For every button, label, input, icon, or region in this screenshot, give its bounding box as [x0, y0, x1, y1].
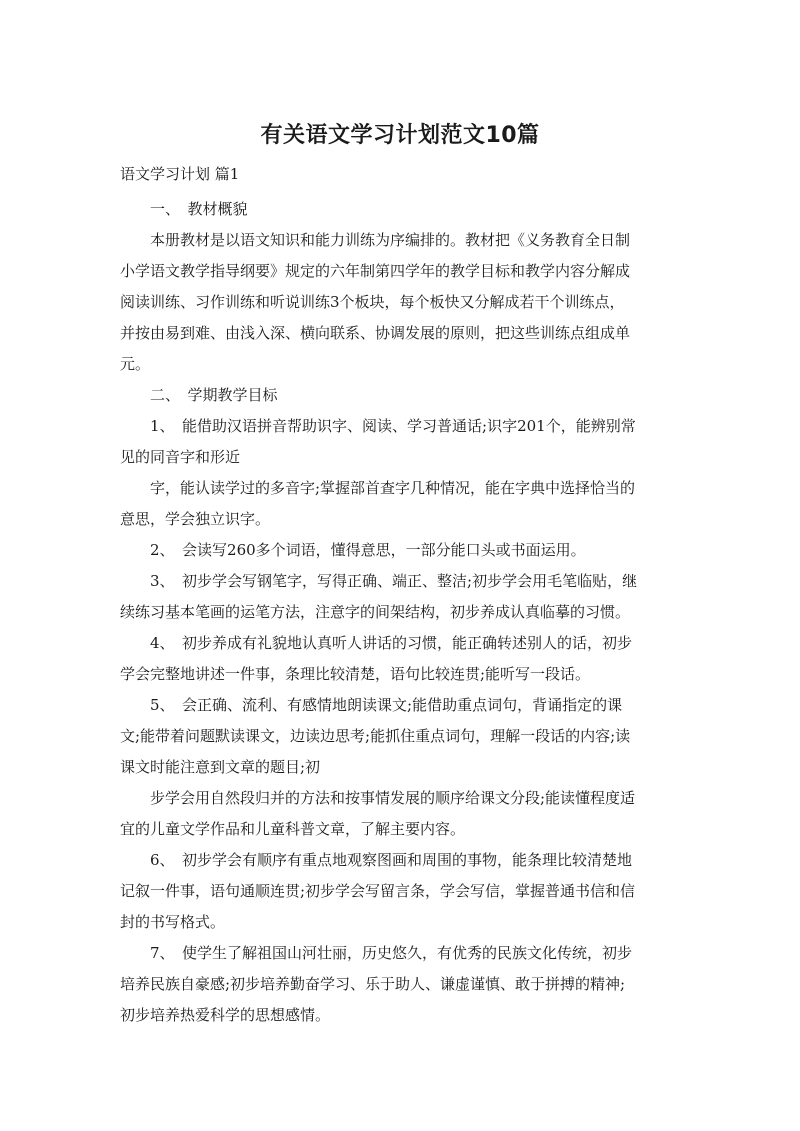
text-line: 记叙一件事，语句通顺连贯;初步学会写留言条，学会写信，掌握普通书信和信 [120, 882, 636, 900]
text-line: 6、 初步学会有顺序有重点地观察图画和周围的事物，能条理比较清楚地 [120, 851, 633, 869]
text-line: 元。 [120, 355, 151, 373]
section-heading: 语文学习计划 篇1 [120, 165, 240, 183]
paragraph [120, 690, 680, 783]
paragraph [120, 783, 680, 845]
text-line: 并按由易到难、由浅入深、横向联系、协调发展的原则，把这些训练点组成单 [120, 324, 631, 342]
paragraph [120, 628, 680, 690]
text-line: 4、 初步养成有礼貌地认真听人讲话的习惯，能正确转述别人的话，初步 [120, 634, 633, 652]
text-line: 培养民族自豪感;初步培养勤奋学习、乐于助人、谦虚谨慎、敢于拼搏的精神; [120, 975, 626, 993]
text-line: 步学会用自然段归并的方法和按事情发展的顺序给课文分段;能读懂程度适 [120, 789, 636, 807]
paragraph [120, 566, 680, 628]
text-line: 见的同音字和形近 [120, 448, 241, 466]
paragraph [120, 225, 680, 380]
text-line: 3、 初步学会写钢笔字，写得正确、端正、整洁;初步学会用毛笔临贴，继 [120, 572, 638, 590]
text-line: 阅读训练、习作训练和听说训练3个板块，每个板快又分解成若干个训练点， [120, 293, 625, 311]
text-line: 续练习基本笔画的运笔方法，注意字的间架结构，初步养成认真临摹的习惯。 [120, 603, 631, 621]
text-line: 意思，学会独立识字。 [120, 510, 271, 528]
text-line: 7、 使学生了解祖国山河壮丽，历史悠久，有优秀的民族文化传统，初步 [120, 944, 633, 962]
text-line: 二、 学期教学目标 [120, 386, 278, 404]
text-line: 宜的儿童文学作品和儿童科普文章，了解主要内容。 [120, 820, 466, 838]
document-title: 有关语文学习计划范文10篇 [260, 123, 540, 148]
paragraph [120, 845, 680, 938]
text-line: 5、 会正确、流利、有感情地朗读课文;能借助重点词句，背诵指定的课 [120, 696, 623, 714]
text-line: 初步培养热爱科学的思想感情。 [120, 1006, 331, 1024]
paragraph [120, 380, 680, 411]
text-line: 本册教材是以语文知识和能力训练为序编排的。教材把《义务教育全日制 [120, 231, 631, 249]
text-line: 2、 会读写260多个词语，懂得意思，一部分能口头或书面运用。 [120, 541, 586, 559]
paragraph [120, 938, 680, 1031]
text-line: 文;能带着问题默读课文，边读边思考;能抓住重点词句，理解一段话的内容;读 [120, 727, 631, 745]
paragraph [120, 411, 680, 473]
text-line: 小学语文教学指导纲要》规定的六年制第四学年的教学目标和教学内容分解成 [120, 262, 631, 280]
text-line: 封的书写格式。 [120, 913, 226, 931]
text-line: 字，能认读学过的多音字;掌握部首查字几种情况，能在字典中选择恰当的 [120, 479, 636, 497]
paragraph [120, 535, 680, 566]
text-line: 一、 教材概貌 [120, 200, 248, 218]
text-line: 课文时能注意到文章的题目;初 [120, 758, 321, 776]
text-line: 学会完整地讲述一件事，条理比较清楚，语句比较连贯;能听写一段话。 [120, 665, 591, 683]
paragraph [120, 473, 680, 535]
text-line: 1、 能借助汉语拼音帮助识字、阅读、学习普通话;识字201个，能辨别常 [120, 417, 636, 435]
paragraph [120, 194, 680, 225]
